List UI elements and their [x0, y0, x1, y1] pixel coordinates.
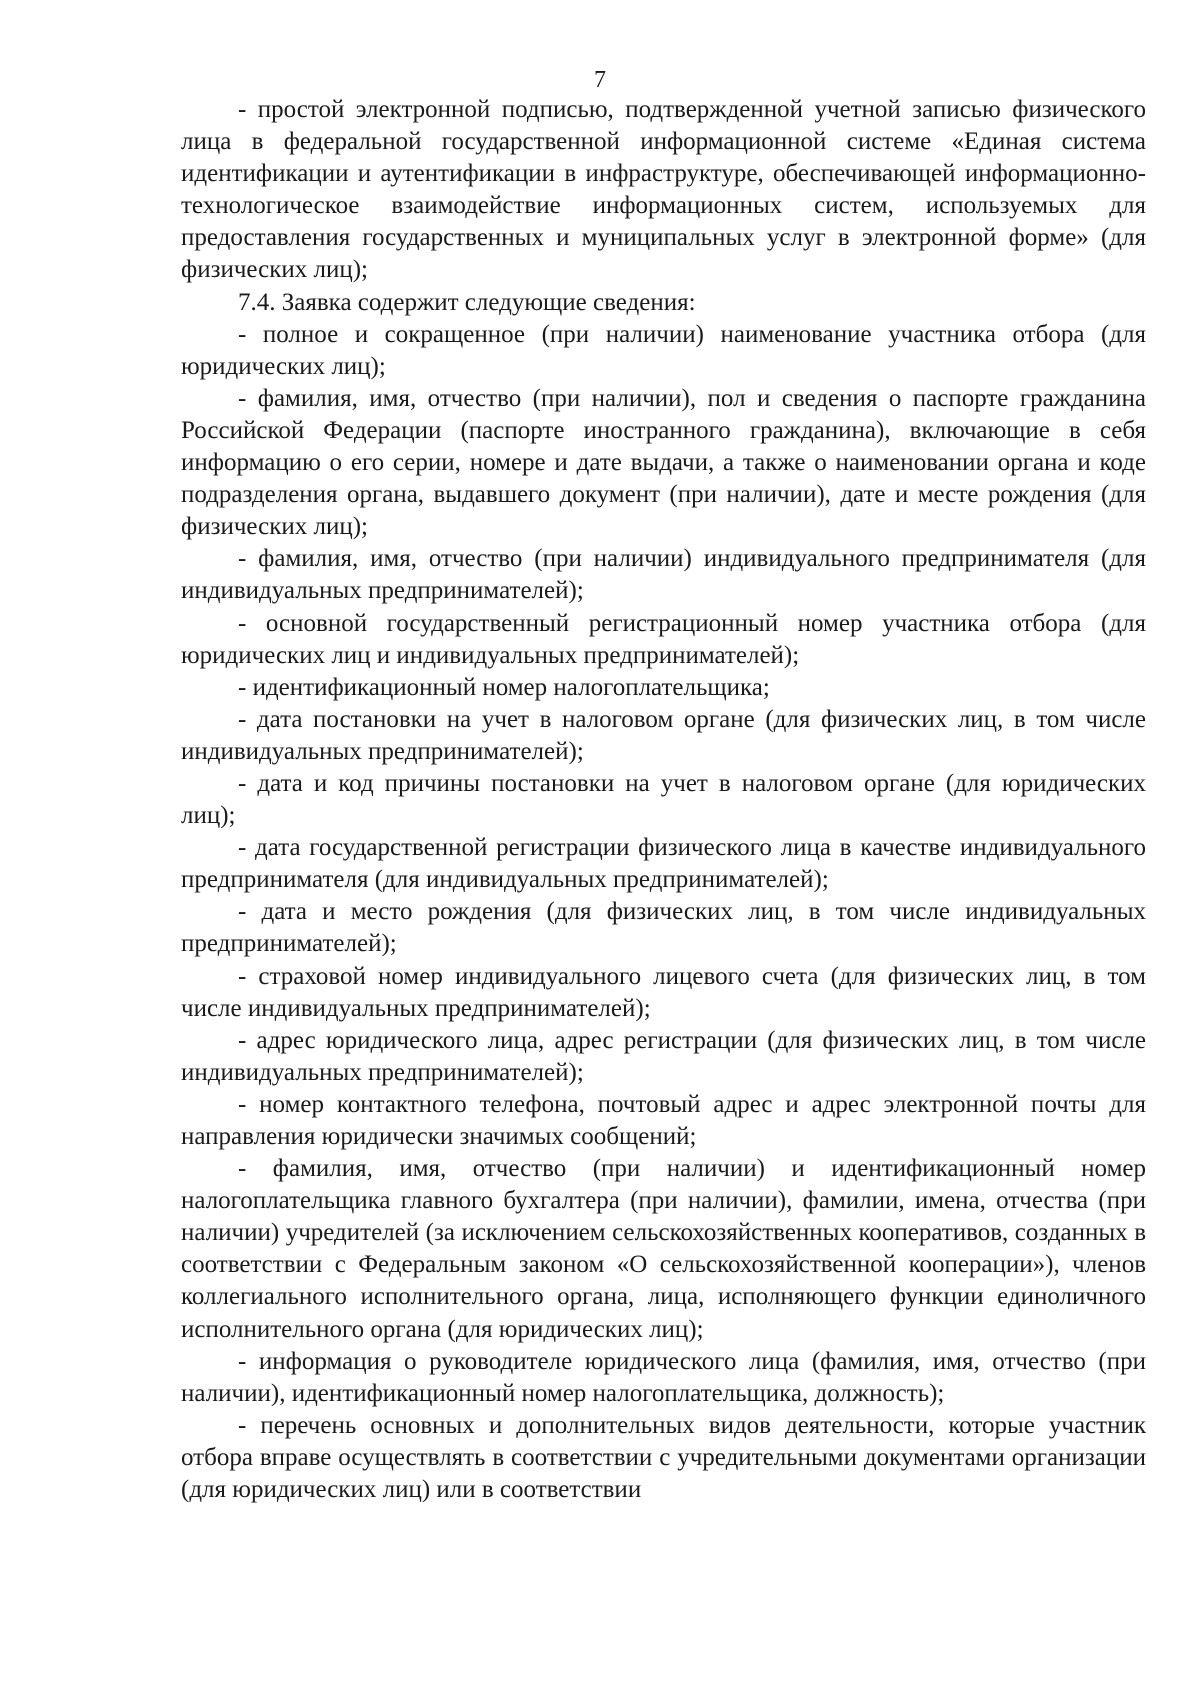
- page-number: 7: [594, 67, 606, 93]
- paragraph-director-info: - информация о руководителе юридического лица (фамилия, имя, отчество (при наличии), идентификационный номер налогоплательщика, должность);: [181, 1347, 1146, 1407]
- paragraph-address: - адрес юридического лица, адрес регистрации (для физических лиц, в том числе индивидуальных предпринимателей);: [181, 1026, 1146, 1086]
- paragraph-state-registration-date: - дата государственной регистрации физического лица в качестве индивидуального предпринимателя (для индивидуальных предпринимателей);: [181, 834, 1146, 894]
- paragraph-snils: - страховой номер индивидуального лицевого счета (для физических лиц, в том числе индивидуальных предпринимателей);: [181, 962, 1146, 1022]
- paragraph-birth-info: - дата и место рождения (для физических лиц, в том числе индивидуальных предпринимателей);: [181, 898, 1146, 958]
- paragraph-simple-signature: - простой электронной подписью, подтвержденной учетной записью физического лица в федеральной государственной информационной системе «Единая система идентификации и аутентификации в инфраструктуре, обеспечивающей информационно-технологическое взаимодействие информационных систем, используемых для предоставления государственных и муниципальных услуг в электронной форме» (для физических лиц);: [181, 96, 1146, 284]
- paragraph-activities: - перечень основных и дополнительных видов деятельности, которые участник отбора вправе осуществлять в соответствии с учредительными документами организации (для юридических лиц) или в соответствии: [181, 1411, 1146, 1504]
- paragraph-contacts: - номер контактного телефона, почтовый адрес и адрес электронной почты для направления юридически значимых сообщений;: [181, 1090, 1146, 1150]
- paragraph-kpp: - дата и код причины постановки на учет в налоговом органе (для юридических лиц);: [181, 769, 1146, 830]
- paragraph-full-name: - полное и сокращенное (при наличии) наименование участника отбора (для юридических лиц);: [181, 320, 1146, 380]
- document-body: [181, 94, 1146, 1506]
- paragraph-7-4-heading: 7.4. Заявка содержит следующие сведения:: [238, 288, 696, 316]
- paragraph-inn: - идентификационный номер налогоплательщика;: [238, 673, 770, 701]
- paragraph-tax-registration-date: - дата постановки на учет в налоговом органе (для физических лиц, в том числе индивидуальных предпринимателей);: [181, 705, 1146, 765]
- paragraph-ogrn: - основной государственный регистрационный номер участника отбора (для юридических лиц и индивидуальных предпринимателей);: [181, 609, 1146, 669]
- paragraph-passport-info: - фамилия, имя, отчество (при наличии), пол и сведения о паспорте гражданина Российской Федерации (паспорте иностранного гражданина), включающие в себя информацию о его серии, номере и дате выдачи, а также о наименовании органа и коде подразделения органа, выдавшего документ (при наличии), дате и месте рождения (для физических лиц);: [181, 384, 1146, 541]
- paragraph-accountant-founders: - фамилия, имя, отчество (при наличии) и идентификационный номер налогоплательщика главного бухгалтера (при наличии), фамилии, имена, отчества (при наличии) учредителей (за исключением сельскохозяйственных кооперативов, созданных в соответствии с Федеральным законом «О сельскохозяйственной кооперации»), членов коллегиального исполнительного органа, лица, исполняющего функции единоличного исполнительного органа (для юридических лиц);: [181, 1155, 1146, 1343]
- paragraph-entrepreneur-name: - фамилия, имя, отчество (при наличии) индивидуального предпринимателя (для индивидуальных предпринимателей);: [181, 545, 1146, 605]
